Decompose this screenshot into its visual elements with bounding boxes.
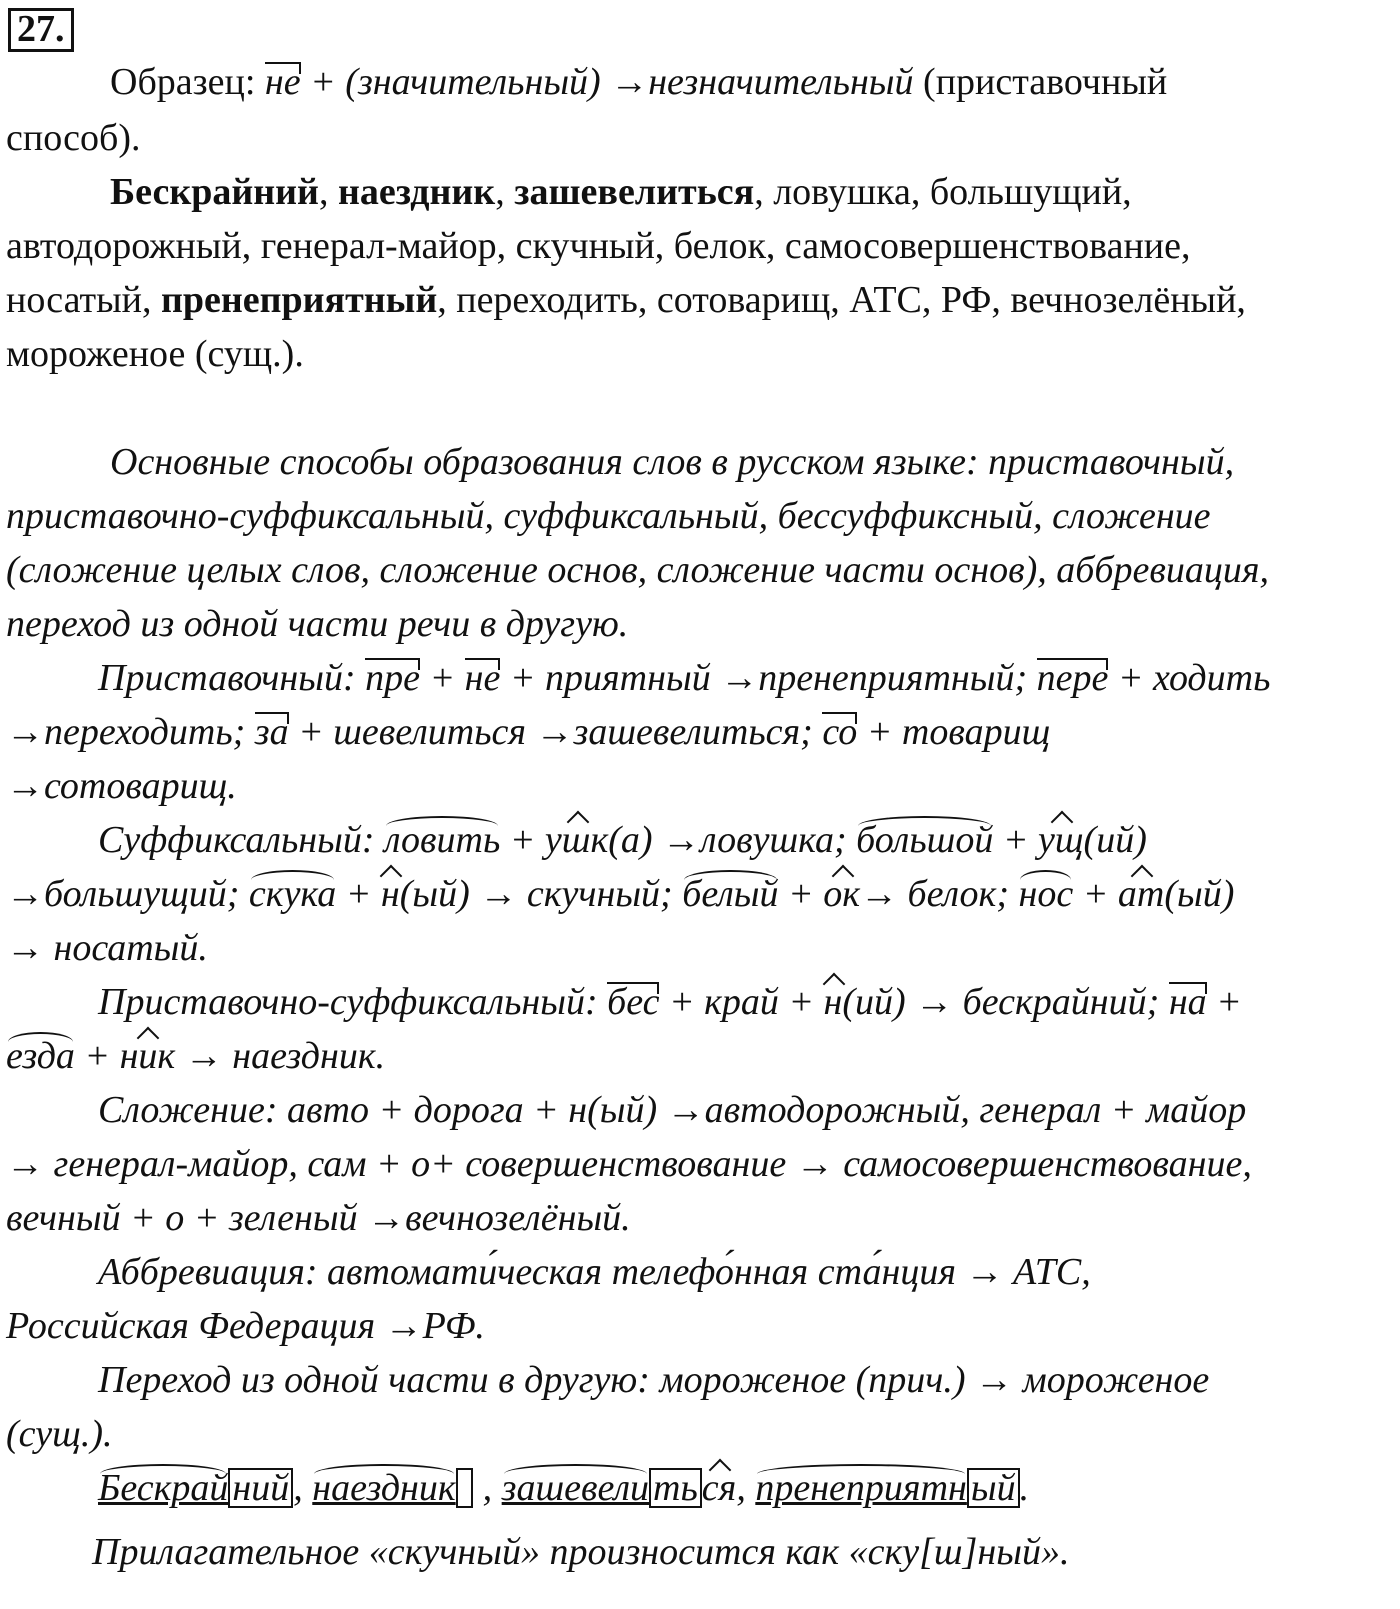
root-mark: езда	[6, 1035, 75, 1077]
suffix-mark: ся	[701, 1467, 737, 1509]
prefix-mark: пре	[365, 657, 420, 699]
text: ,	[473, 1467, 502, 1509]
suffix-mark: ущ	[1037, 819, 1084, 861]
sample-line	[110, 60, 1167, 104]
sample-formula: + (значительный) →незначительный	[310, 61, 914, 103]
text: + товарищ	[857, 711, 1051, 753]
word-bold: зашевелиться	[514, 171, 755, 213]
words-text: , переходить, сотоварищ, АТС, РФ, вечнозелёный,	[437, 279, 1246, 321]
word-bold: пренеприятный	[160, 279, 438, 321]
text: +	[1206, 981, 1242, 1023]
suffix-mark: ник	[119, 1035, 176, 1077]
suffix-mark: ок	[823, 873, 860, 915]
conversion-line-1: Переход из одной части в другую: мороженое (прич.) → мороженое	[98, 1359, 1210, 1401]
prefix-mark: со	[822, 711, 858, 753]
stem-mark: Бескрай	[98, 1467, 229, 1509]
text: (ий) → бескрайний;	[842, 981, 1169, 1023]
section-label: Приставочный:	[98, 657, 356, 699]
prefixal-line-3: →сотоварищ.	[6, 765, 237, 807]
text: +	[993, 819, 1038, 861]
final-note: Прилагательное «скучный» произносится как «ску[ш]ный».	[92, 1531, 1070, 1573]
section-label: Суффиксальный:	[98, 819, 375, 861]
words-text: носатый,	[6, 279, 161, 321]
text: →переходить;	[6, 711, 255, 753]
text: +	[336, 873, 381, 915]
suffixal-line-3: → носатый.	[6, 927, 208, 969]
ending-box: ть	[649, 1468, 702, 1508]
prefsuf-line-2	[6, 1034, 385, 1078]
prefix-mark: на	[1168, 981, 1207, 1023]
suffix-mark: ат	[1117, 873, 1165, 915]
stem-mark: зашевели	[501, 1467, 650, 1509]
prefix-mark: не	[264, 61, 301, 103]
stem-mark: пренеприятн	[755, 1467, 967, 1509]
word-bold: Бескрайний	[110, 171, 319, 213]
prefix-mark: пере	[1036, 657, 1109, 699]
text: + ходить	[1108, 657, 1271, 699]
suffix-mark: н	[823, 981, 843, 1023]
suffixal-line-2	[6, 872, 1234, 916]
suffix-mark: ушк	[544, 819, 609, 861]
words-line-3	[6, 278, 1246, 322]
suffix-mark: н	[380, 873, 400, 915]
theory-line-1: Основные способы образования слов в русском языке: приставочный,	[110, 441, 1235, 483]
prefix-mark: за	[254, 711, 289, 753]
abbr-line-1: Аббревиация: автомати́ческая телефо́нная ста́нция → АТС,	[98, 1251, 1091, 1293]
abbr-line-2: Российская Федерация →РФ.	[6, 1305, 485, 1347]
text: ,	[293, 1467, 313, 1509]
text: .	[1019, 1467, 1030, 1509]
ending-box	[456, 1468, 474, 1508]
prefix-mark: бес	[607, 981, 660, 1023]
words-line-1: Бескрайний, наездник, зашевелиться, ловушка, большущий,	[110, 171, 1132, 213]
section-label: Приставочно-суффиксальный:	[98, 981, 598, 1023]
stem-mark: наездник	[312, 1467, 456, 1509]
text: +	[500, 819, 545, 861]
text: +	[419, 657, 465, 699]
compound-line-1: Сложение: авто + дорога + н(ый) →автодорожный, генерал + майор	[98, 1089, 1247, 1131]
root-mark: большой	[856, 819, 994, 861]
root-mark: белый	[682, 873, 779, 915]
text: (ый)	[1164, 873, 1235, 915]
text: +	[778, 873, 824, 915]
text: +	[1073, 873, 1118, 915]
conversion-line-2: (сущ.).	[6, 1413, 113, 1455]
root-mark: нос	[1018, 873, 1074, 915]
exercise-number: 27.	[8, 8, 74, 52]
text: → белок;	[859, 873, 1019, 915]
text: (а) →ловушка;	[608, 819, 857, 861]
prefixal-line-2	[6, 710, 1050, 754]
text: +	[74, 1035, 120, 1077]
compound-line-3: вечный + о + зеленый →вечнозелёный.	[6, 1197, 631, 1239]
ending-box: ый	[967, 1468, 1020, 1508]
root-mark: скука	[248, 873, 337, 915]
text: + приятный →пренеприятный;	[500, 657, 1037, 699]
sample-note: (приставочный	[923, 61, 1168, 103]
word-bold: наездник	[337, 171, 496, 213]
text: →большущий;	[6, 873, 249, 915]
theory-line-3: (сложение целых слов, сложение основ, сложение части основ), аббревиация,	[6, 549, 1269, 591]
words-line-2: автодорожный, генерал-майор, скучный, белок, самосовершенствование,	[6, 225, 1191, 267]
text: ,	[736, 1467, 756, 1509]
text: (ий)	[1083, 819, 1147, 861]
words-line-4: мороженое (сущ.).	[6, 333, 304, 375]
prefsuf-line-1	[98, 980, 1242, 1024]
theory-line-4: переход из одной части речи в другую.	[6, 603, 629, 645]
text: → наездник.	[175, 1035, 386, 1077]
sample-label: Образец:	[110, 61, 256, 103]
morpheme-analysis-line	[98, 1466, 1029, 1510]
text: + шевелиться →зашевелиться;	[288, 711, 823, 753]
root-mark: ловить	[383, 819, 501, 861]
compound-line-2: → генерал-майор, сам + о+ совершенствование → самосовершенствование,	[6, 1143, 1252, 1185]
theory-line-2: приставочно-суффиксальный, суффиксальный, бессуффиксный, сложение	[6, 495, 1211, 537]
prefixal-line-1	[98, 656, 1270, 700]
text: (ый) → скучный;	[399, 873, 683, 915]
ending-box: ний	[228, 1468, 293, 1508]
suffixal-line-1	[98, 818, 1147, 862]
prefix-mark: не	[464, 657, 501, 699]
text: + край +	[659, 981, 824, 1023]
sample-note-end: способ).	[6, 117, 141, 159]
words-text: , ловушка, большущий,	[754, 171, 1132, 213]
